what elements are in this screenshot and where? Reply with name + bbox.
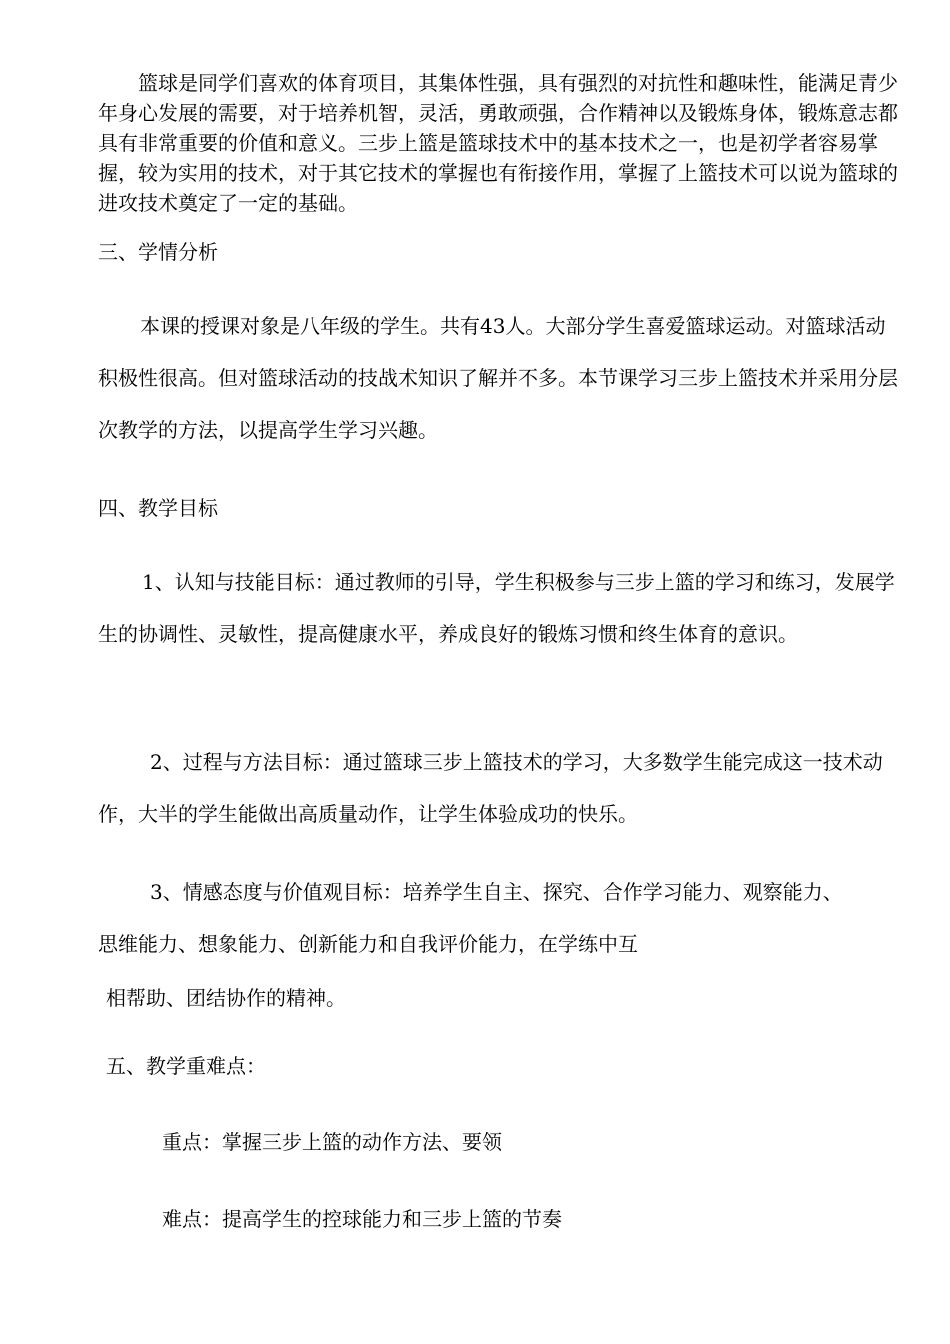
goal-3-line-1: 3、情感态度与价值观目标：培养学生自主、探究、合作学习能力、观察能力、	[150, 880, 843, 904]
section-3-heading: 三、学情分析	[98, 240, 218, 264]
section-3-paragraph: 本课的授课对象是八年级的学生。共有43人。大部分学生喜爱篮球运动。对篮球活动积极性很高。但对篮球活动的技战术知识了解并不多。本节课学习三步上篮技术并采用分层次教学的方法，以提高学生学习兴趣。	[98, 314, 898, 442]
goal-2-paragraph: 2、过程与方法目标：通过篮球三步上篮技术的学习，大多数学生能完成这一技术动作，大半的学生能做出高质量动作，让学生体验成功的快乐。	[98, 750, 883, 826]
goal-3-line-2: 思维能力、想象能力、创新能力和自我评价能力，在学练中互	[98, 932, 638, 956]
intro-paragraph: 篮球是同学们喜欢的体育项目，其集体性强，具有强烈的对抗性和趣味性，能满足青少年身心发展的需要，对于培养机智，灵活，勇敢顽强，合作精神以及锻炼身体，锻炼意志都具有非常重要的价值和意义。三步上篮是篮球技术中的基本技术之一，也是初学者容易掌握，较为实用的技术，对于其它技术的掌握也有衔接作用，掌握了上篮技术可以说为篮球的进攻技术奠定了一定的基础。	[98, 71, 898, 215]
section-4-heading: 四、教学目标	[98, 496, 218, 520]
section-5-heading: 五、教学重难点：	[106, 1054, 266, 1078]
goal-3-line-3: 相帮助、团结协作的精神。	[106, 986, 346, 1010]
goal-1-paragraph: 1、认知与技能目标：通过教师的引导，学生积极参与三步上篮的学习和练习，发展学生的协调性、灵敏性，提高健康水平，养成良好的锻炼习惯和终生体育的意识。	[98, 570, 895, 646]
key-point: 重点：掌握三步上篮的动作方法、要领	[162, 1130, 502, 1154]
difficult-point: 难点：提高学生的控球能力和三步上篮的节奏	[162, 1207, 562, 1231]
